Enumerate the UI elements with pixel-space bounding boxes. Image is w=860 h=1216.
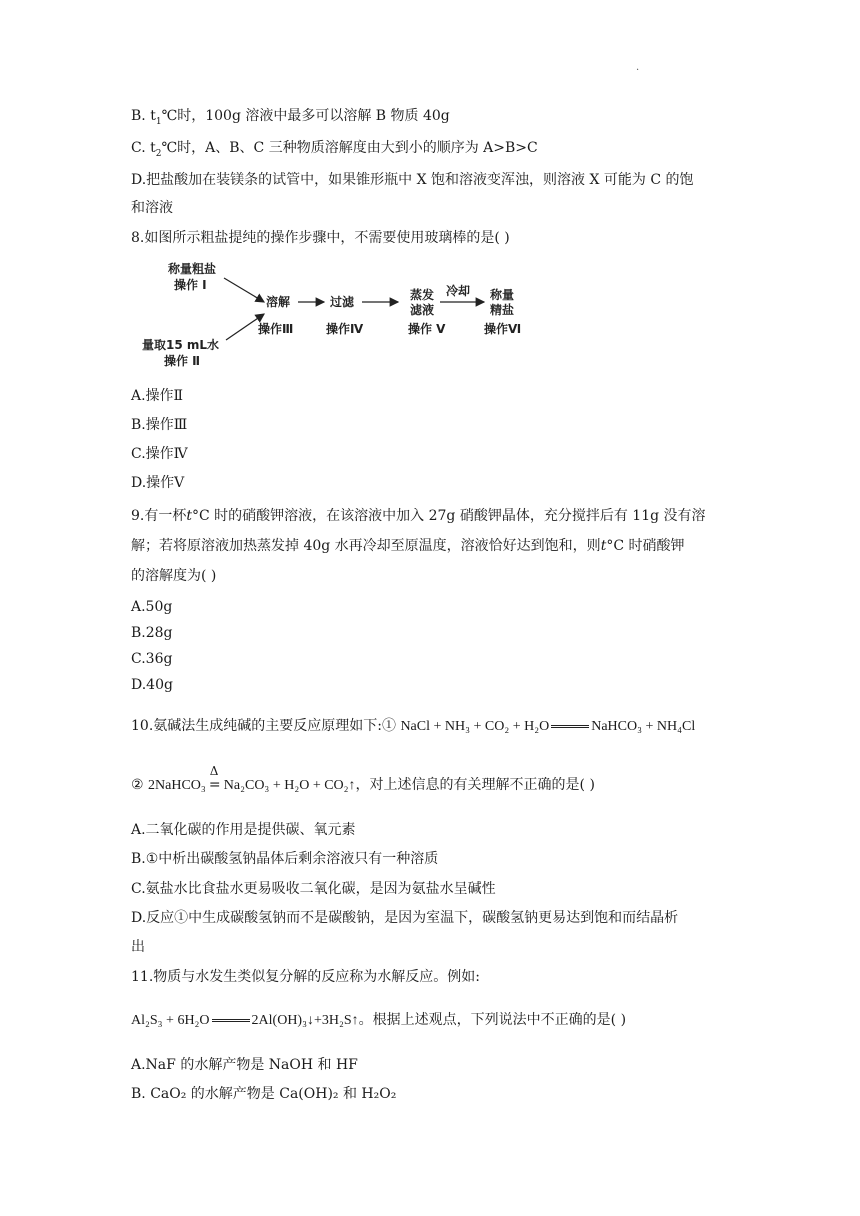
- q11-option-b: B. CaO₂ 的水解产物是 Ca(OH)₂ 和 H₂O₂: [131, 1086, 397, 1102]
- q7-option-b: [131, 106, 450, 132]
- flow-op4: 操作Ⅳ: [326, 322, 364, 336]
- q7-option-c: [131, 138, 538, 164]
- q7-b-prefix: B. t: [131, 108, 156, 124]
- q10-option-d-line2: 出: [131, 939, 145, 955]
- q10-stem-line2: [131, 764, 595, 796]
- q10-eq1-left: NaCl + NH₃ + CO₂ + H₂O: [400, 719, 550, 734]
- q7-option-d-line1: D.把盐酸加在装镁条的试管中，如果锥形瓶中 X 饱和溶液变浑浊，则溶液 X 可能为 C 的饱: [131, 172, 694, 188]
- equals-sign: [551, 725, 589, 728]
- q10-option-d-line1: D.反应①中生成碳酸氢钠而不是碳酸钠，是因为室温下，碳酸氢钠更易达到饱和而结晶析: [131, 910, 679, 926]
- heat-equals: Δ =: [206, 775, 224, 795]
- q10-option-a: A.二氧化碳的作用是提供碳、氧元素: [131, 822, 356, 838]
- q10-option-c: C.氨盐水比食盐水更易吸收二氧化碳，是因为氨盐水呈碱性: [131, 881, 496, 897]
- q10-eq2-left: 2NaHCO₃: [148, 778, 206, 793]
- flow-fine-salt: 精盐: [490, 303, 515, 317]
- flow-dissolve: 溶解: [266, 295, 291, 309]
- flow-filtrate: 滤液: [410, 303, 435, 317]
- q10-stem-b: ，对上述信息的有关理解不正确的是( ): [355, 777, 595, 793]
- q9-line1-b: °C 时的硝酸钾溶液，在该溶液中加入 27g 硝酸钾晶体，充分搅拌后有 11g 没有溶: [192, 508, 706, 524]
- top-mark: .: [636, 62, 640, 73]
- q9-option-a: A.50g: [131, 599, 173, 615]
- flow-weigh: 称量: [490, 288, 515, 302]
- q10-eq2-right: Na₂CO₃ + H₂O + CO₂↑: [223, 778, 356, 793]
- flow-weigh-salt: 称量粗盐: [168, 262, 217, 276]
- q9-stem-line3: 的溶解度为( ): [131, 568, 217, 584]
- q9-line2-b: °C 时硝酸钾: [606, 538, 685, 554]
- q8-option-a: A.操作Ⅱ: [131, 388, 184, 404]
- q8-option-c: C.操作Ⅳ: [131, 446, 188, 462]
- q9-option-b: B.28g: [131, 625, 173, 641]
- q7-b-sub: 1: [155, 116, 162, 127]
- flow-evaporate: 蒸发: [410, 288, 435, 302]
- equals-sign: [212, 1019, 250, 1022]
- q11-stem: 11.物质与水发生类似复分解的反应称为水解反应。例如:: [131, 969, 480, 985]
- q7-c-text: ℃时，A、B、C 三种物质溶解度由大到小的顺序为 A>B>C: [161, 140, 538, 156]
- q11-option-a: A.NaF 的水解产物是 NaOH 和 HF: [131, 1057, 358, 1073]
- q7-b-text: ℃时，100g 溶液中最多可以溶解 B 物质 40g: [161, 108, 450, 124]
- q8-stem: 8.如图所示粗盐提纯的操作步骤中，不需要使用玻璃棒的是( ): [131, 230, 510, 246]
- flow-filter: 过滤: [330, 295, 355, 309]
- q7-c-sub: 2: [155, 148, 162, 159]
- q10-eq1-right: NaHCO₃ + NH₄Cl: [591, 719, 696, 734]
- q9-stem-line1: [131, 506, 706, 526]
- flow-op5: 操作 Ⅴ: [408, 322, 446, 336]
- delta-symbol: Δ: [209, 764, 219, 778]
- q11-eq-right: 2Al(OH)₃↓+3H₂S↑: [251, 1013, 359, 1028]
- flow-measure-water: 量取15 mL水: [142, 338, 220, 352]
- q11-eq-left: Al₂S₃ + 6H₂O: [131, 1013, 210, 1028]
- q9-line1-a: 9.有一杯: [131, 508, 187, 524]
- q9-line2-t: t: [600, 538, 607, 554]
- q10-stem-line1: [131, 716, 695, 737]
- q11-stem-b: 。根据上述观点，下列说法中不正确的是( ): [358, 1012, 627, 1028]
- q9-line1-t: t: [186, 508, 192, 524]
- flow-op3: 操作Ⅲ: [258, 322, 294, 336]
- q10-circle-2: ②: [131, 777, 149, 793]
- q7-c-prefix: C. t: [131, 140, 156, 156]
- q9-option-c: C.36g: [131, 651, 173, 667]
- q7-option-d-line2: 和溶液: [131, 200, 173, 216]
- flow-cool: 冷却: [446, 284, 471, 298]
- q11-equation-line: [131, 1010, 626, 1031]
- q8-option-d: D.操作Ⅴ: [131, 475, 185, 491]
- flow-op1: 操作 Ⅰ: [174, 278, 207, 292]
- q9-line2-a: 解；若将原溶液加热蒸发掉 40g 水再冷却至原温度，溶液恰好达到饱和，则: [131, 538, 601, 554]
- q9-stem-line2: [131, 536, 685, 556]
- q10-stem-a: 10.氨碱法生成纯碱的主要反应原理如下:①: [131, 718, 401, 734]
- q10-option-b: B.①中析出碳酸氢钠晶体后剩余溶液只有一种溶质: [131, 851, 439, 867]
- flow-op6: 操作Ⅵ: [484, 322, 522, 336]
- q9-option-d: D.40g: [131, 677, 173, 693]
- flow-op2: 操作 Ⅱ: [164, 354, 201, 368]
- q8-flowchart: [140, 256, 540, 372]
- q8-option-b: B.操作Ⅲ: [131, 417, 188, 433]
